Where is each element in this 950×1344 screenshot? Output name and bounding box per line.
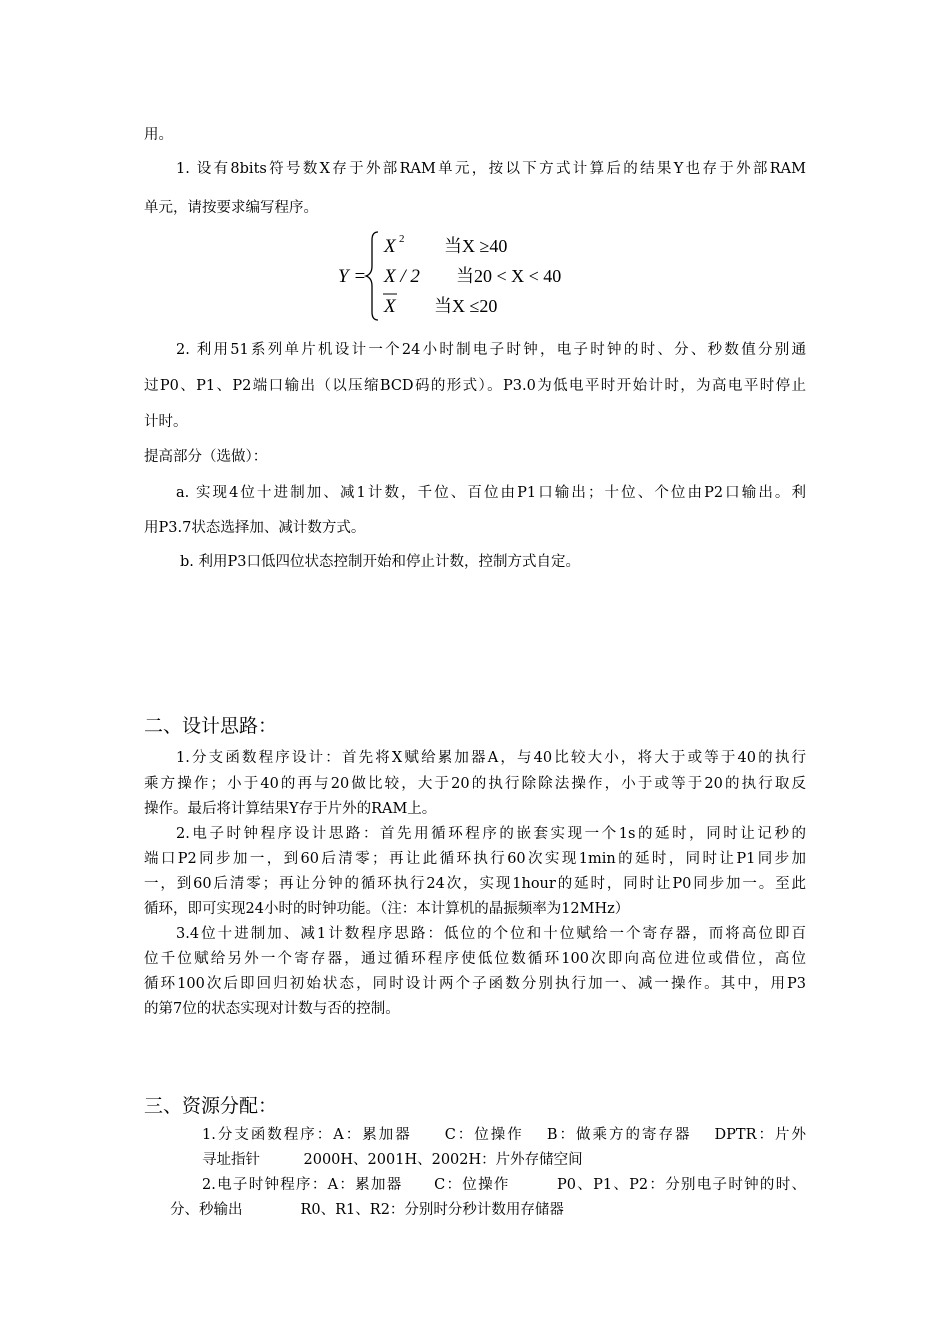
design-p3-line1: 3.4位十进制加、减1计数程序思路：低位的个位和十位赋给一个寄存器，而将高位即百 bbox=[176, 926, 806, 942]
case3-expr: X bbox=[384, 296, 396, 317]
formula-lhs: Y = bbox=[338, 266, 367, 287]
design-p2-line3: 一，到60后清零；再让分钟的循环执行24次，实现1hour的延时，同时让P0同步加一。至此 bbox=[144, 876, 806, 892]
resources-r2-line1: 2.电子时钟程序：A：累加器 C：位操作 P0、P1、P2：分别电子时钟的时、 bbox=[202, 1177, 806, 1193]
piecewise-formula bbox=[336, 226, 636, 326]
resources-r2-line2: 分、秒输出 R0、R1、R2：分别时分秒计数用存储器 bbox=[170, 1202, 564, 1218]
formula-brace bbox=[366, 232, 378, 320]
resources-r1-line1: 1.分支函数程序：A：累加器 C：位操作 B：做乘方的寄存器 DPTR：片外 bbox=[202, 1127, 806, 1143]
design-p3-line2: 位千位赋给另外一个寄存器，通过循环程序使低位数循环100次即向高位进位或借位，高位 bbox=[144, 951, 806, 967]
design-p1-line1: 1.分支函数程序设计：首先将X赋给累加器A，与40比较大小，将大于或等于40的执行 bbox=[176, 750, 806, 766]
item-b: b. 利用P3口低四位状态控制开始和停止计数，控制方式自定。 bbox=[180, 554, 580, 570]
design-p1-line3: 操作。最后将计算结果Y存于片外的RAM上。 bbox=[144, 801, 437, 817]
resources-heading: 三、资源分配： bbox=[144, 1095, 278, 1117]
resources-r1-line2: 寻址指针 2000H、2001H、2002H：片外存储空间 bbox=[202, 1152, 583, 1168]
case1-expr: X bbox=[384, 236, 396, 257]
item2-line1: 2. 利用51系列单片机设计一个24小时制电子时钟，电子时钟的时、分、秒数值分别通 bbox=[176, 342, 806, 358]
case2-condition: 当20 < X < 40 bbox=[456, 266, 562, 286]
item2-line3: 计时。 bbox=[144, 414, 188, 430]
case1-sup: 2 bbox=[399, 233, 405, 245]
item-a-line1: a. 实现4位十进制加、减1计数，千位、百位由P1口输出；十位、个位由P2口输出。利 bbox=[176, 485, 806, 501]
case3-condition: 当X ≤20 bbox=[434, 296, 498, 316]
case2-expr: X / 2 bbox=[384, 266, 420, 287]
design-p3-line4: 的第7位的状态实现对计数与否的控制。 bbox=[144, 1001, 400, 1017]
item1-line2: 单元，请按要求编写程序。 bbox=[144, 200, 318, 216]
design-p2-line2: 端口P2同步加一，到60后清零；再让此循环执行60次实现1min的延时，同时让P1同步加 bbox=[144, 851, 806, 867]
design-p2-line4: 循环，即可实现24小时的时钟功能。（注：本计算机的晶振频率为12MHz） bbox=[144, 901, 630, 917]
item2-line2: 过P0、P1、P2端口输出（以压缩BCD码的形式）。P3.0为低电平时开始计时，为高电平时停止 bbox=[144, 378, 806, 394]
continued-text: 用。 bbox=[144, 127, 173, 143]
design-p1-line2: 乘方操作；小于40的再与20做比较，大于20的执行除除法操作，小于或等于20的执行取反 bbox=[144, 776, 806, 792]
design-p2-line1: 2.电子时钟程序设计思路：首先用循环程序的嵌套实现一个1s的延时，同时让记秒的 bbox=[176, 826, 806, 842]
advanced-title: 提高部分（选做）： bbox=[144, 449, 268, 465]
design-heading: 二、设计思路： bbox=[144, 715, 278, 737]
case1-condition: 当X ≥40 bbox=[444, 236, 508, 256]
item-a-line2: 用P3.7状态选择加、减计数方式。 bbox=[144, 520, 366, 536]
item1-line1: 1. 设有8bits符号数X存于外部RAM单元，按以下方式计算后的结果Y也存于外部RAM bbox=[176, 161, 806, 177]
design-p3-line3: 循环100次后即回归初始状态，同时设计两个子函数分别执行加一、减一操作。其中，用P3 bbox=[144, 976, 806, 992]
